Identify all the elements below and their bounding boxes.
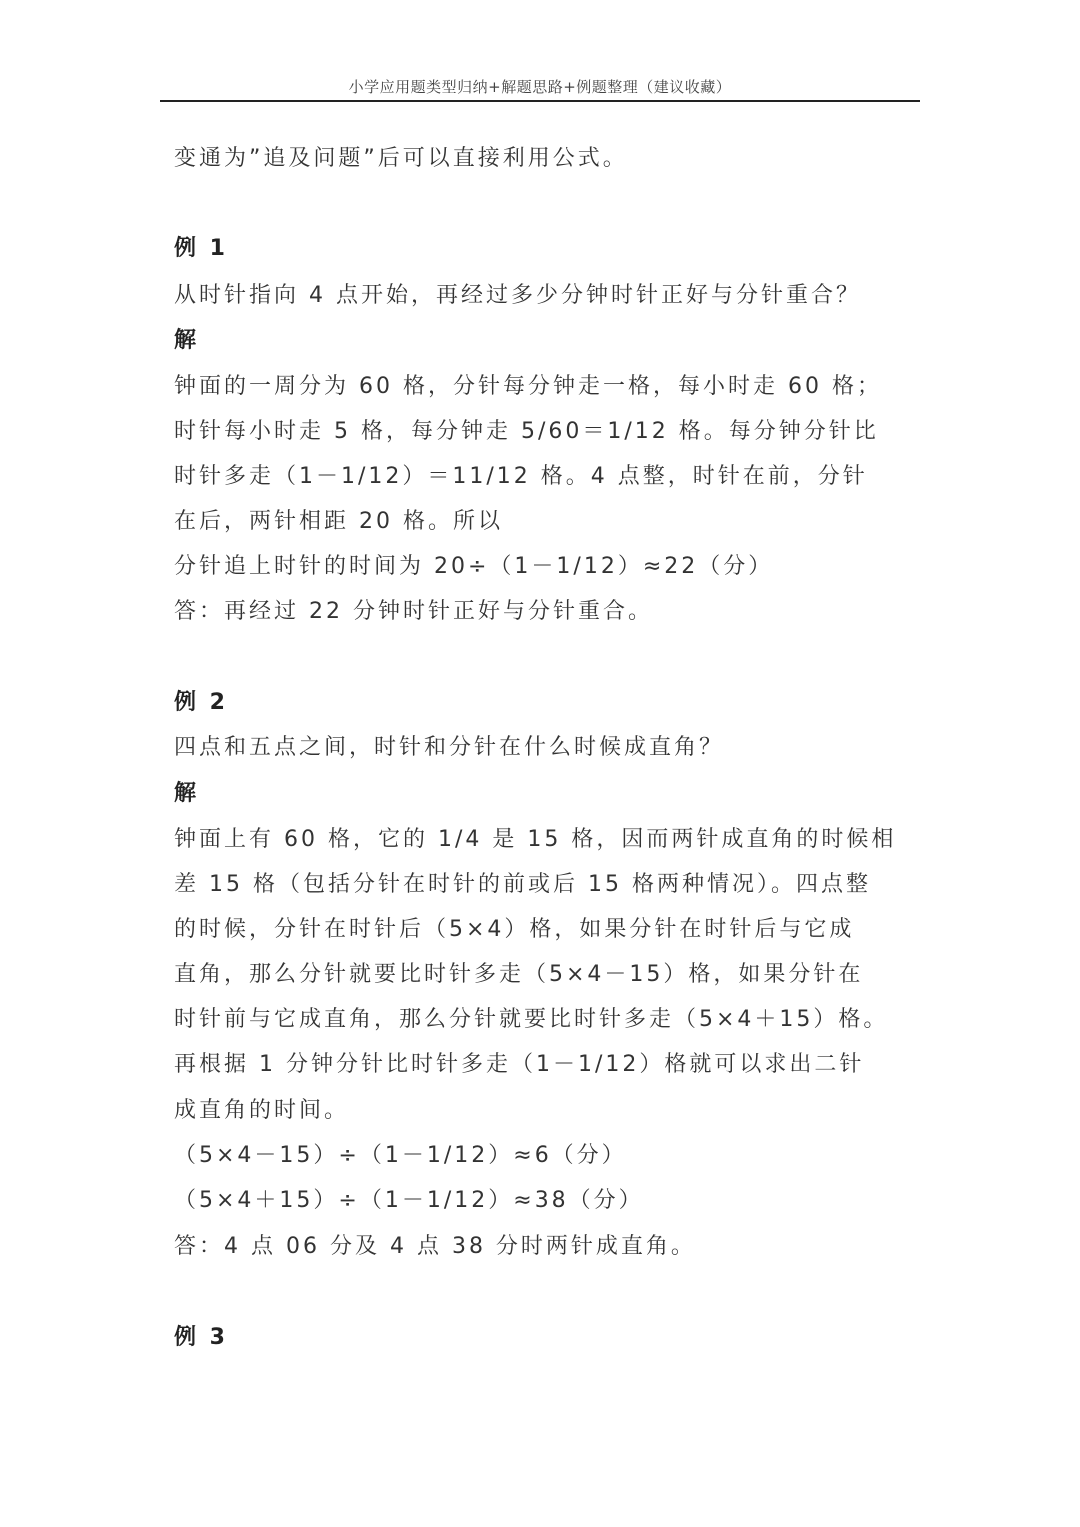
- example-1-heading: 例 1: [174, 236, 228, 261]
- example-2-heading: 例 2: [174, 690, 228, 715]
- example-2-solution-line-2: 差 15 格（包括分针在时针的前或后 15 格两种情况）。四点整: [174, 872, 871, 897]
- intro-line: 变通为”追及问题”后可以直接利用公式。: [174, 146, 628, 171]
- example-1-solution-line-3: 时针多走（1－1/12）＝11/12 格。4 点整，时针在前，分针: [174, 464, 868, 489]
- example-2-solution-line-3: 的时候，分针在时针后（5×4）格，如果分针在时针后与它成: [174, 917, 855, 942]
- example-1-question: 从时针指向 4 点开始，再经过多少分钟时针正好与分针重合？: [174, 283, 861, 308]
- example-2-solution-line-5: 时针前与它成直角，那么分针就要比时针多走（5×4＋15）格。: [174, 1007, 889, 1032]
- example-1-solution-line-1: 钟面的一周分为 60 格，分针每分钟走一格，每小时走 60 格；: [174, 374, 882, 399]
- header-divider: [160, 100, 920, 102]
- example-1-formula: 分针追上时针的时间为 20÷（1－1/12）≈22（分）: [174, 554, 774, 579]
- example-2-question: 四点和五点之间，时针和分针在什么时候成直角？: [174, 735, 725, 760]
- example-1-solution-label: 解: [174, 328, 200, 353]
- example-2-formula-1: （5×4－15）÷（1－1/12）≈6（分）: [174, 1143, 627, 1168]
- example-2-answer: 答：4 点 06 分及 4 点 38 分时两针成直角。: [174, 1234, 696, 1259]
- example-2-solution-line-6: 再根据 1 分钟分针比时针多走（1－1/12）格就可以求出二针: [174, 1052, 865, 1077]
- example-2-solution-line-7: 成直角的时间。: [174, 1098, 350, 1123]
- example-2-formula-2: （5×4＋15）÷（1－1/12）≈38（分）: [174, 1188, 644, 1213]
- example-1-answer: 答：再经过 22 分钟时针正好与分针重合。: [174, 599, 653, 624]
- page-header-title: 小学应用题类型归纳+解题思路+例题整理（建议收藏）: [348, 78, 732, 96]
- example-1-solution-line-4: 在后，两针相距 20 格。所以: [174, 509, 503, 534]
- example-2-solution-label: 解: [174, 781, 200, 806]
- example-2-solution-line-4: 直角，那么分针就要比时针多走（5×4－15）格，如果分针在: [174, 962, 864, 987]
- example-2-solution-line-1: 钟面上有 60 格，它的 1/4 是 15 格，因而两针成直角的时候相: [174, 827, 897, 852]
- example-1-solution-line-2: 时针每小时走 5 格，每分钟走 5/60＝1/12 格。每分钟分针比: [174, 419, 879, 444]
- example-3-heading: 例 3: [174, 1325, 228, 1350]
